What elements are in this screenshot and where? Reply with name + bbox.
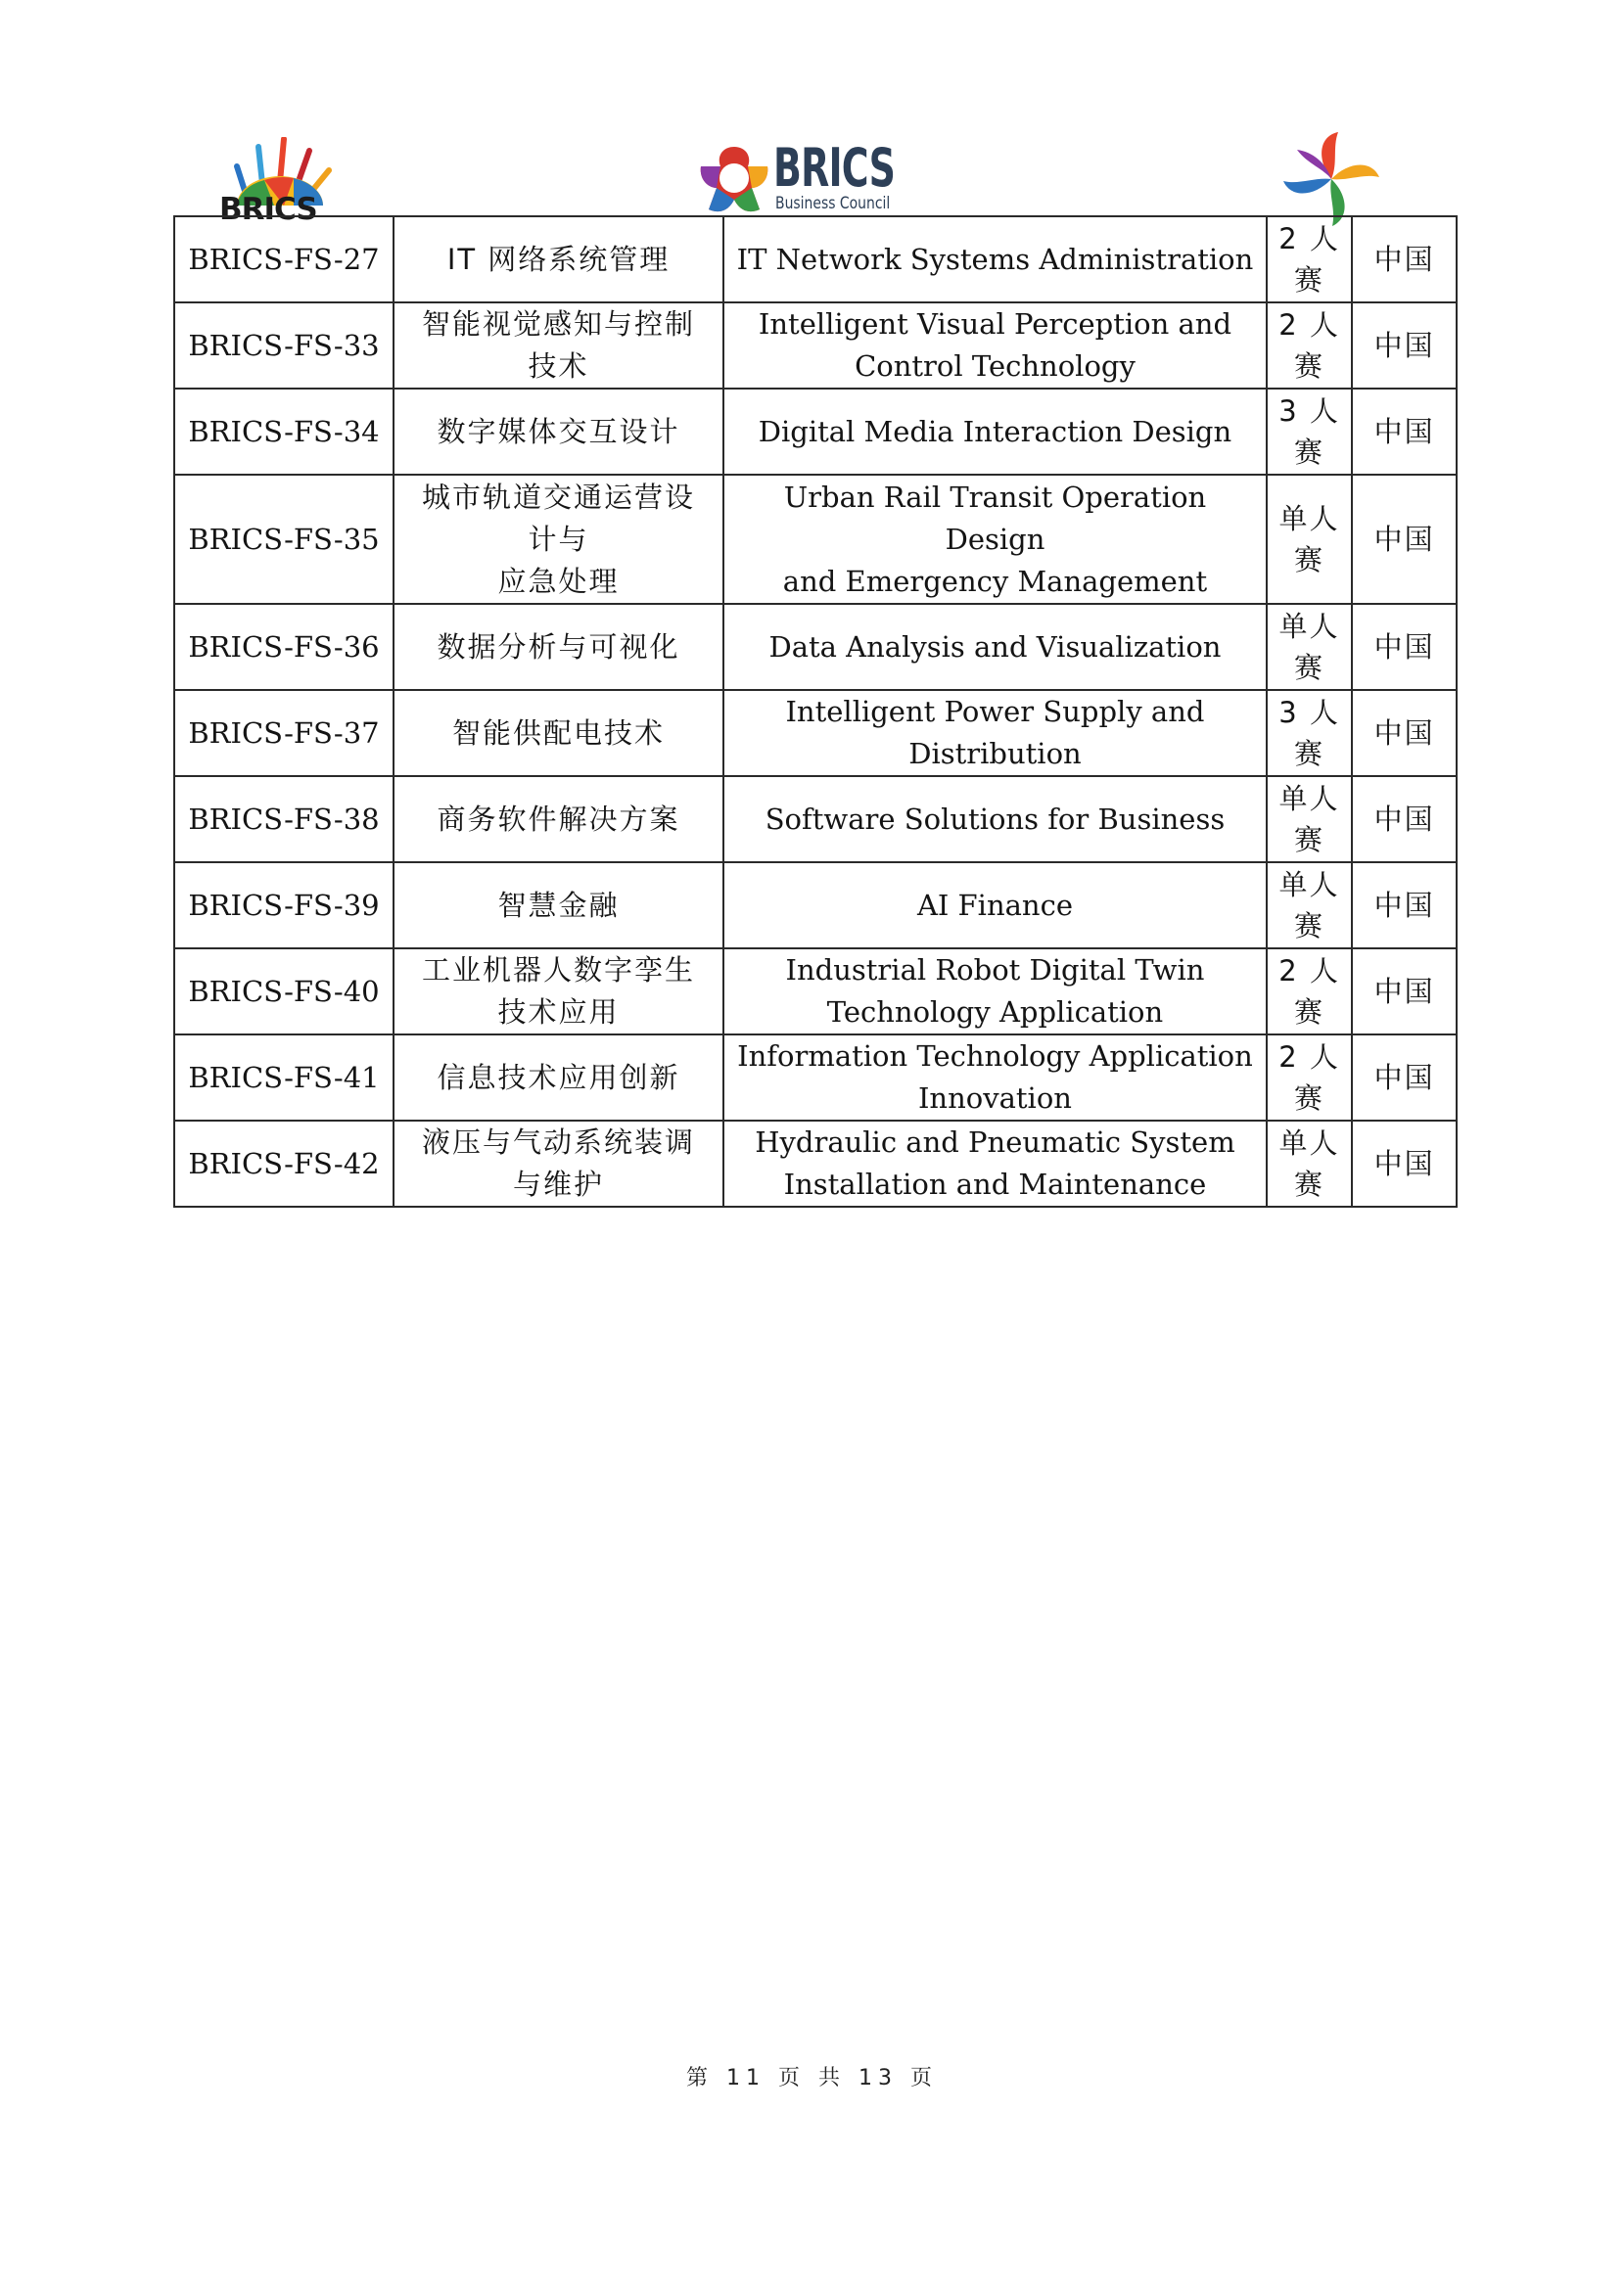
- table-row: [174, 302, 1457, 389]
- cell-line: 赛: [1294, 349, 1325, 383]
- competition-type-cell: [1267, 1121, 1352, 1207]
- page-number: 第 11 页 共 13 页: [686, 2066, 938, 2090]
- cell-line: 数字媒体交互设计: [437, 414, 680, 448]
- cell-line: 单人: [1278, 782, 1340, 815]
- skills-table-body: [174, 216, 1457, 1207]
- cell-line: 数据分析与可视化: [437, 629, 680, 664]
- skill-name-zh-cell: [394, 1034, 723, 1121]
- country-cell: 中国: [1352, 1121, 1457, 1207]
- cell-line: 赛: [1294, 737, 1325, 770]
- skill-name-en-cell: [723, 389, 1267, 475]
- cell-line: Distribution: [908, 737, 1082, 770]
- cell-line: Intelligent Power Supply and: [785, 695, 1205, 728]
- competition-type-cell: [1267, 690, 1352, 776]
- table-row: [174, 1121, 1457, 1207]
- competition-type-cell: [1267, 776, 1352, 862]
- skill-name-zh-cell: [394, 1121, 723, 1207]
- competition-type-cell: [1267, 389, 1352, 475]
- cell-line: 赛: [1294, 543, 1325, 576]
- cell-line: 单人: [1278, 1126, 1340, 1160]
- skill-code-cell: BRICS-FS-37: [174, 690, 394, 776]
- country-cell: 中国: [1352, 776, 1457, 862]
- cell-line: 智能供配电技术: [452, 715, 666, 750]
- cell-line: 与维护: [513, 1168, 605, 1201]
- country-cell: 中国: [1352, 862, 1457, 948]
- skill-name-en-cell: [723, 604, 1267, 690]
- cell-line: Technology Application: [826, 995, 1164, 1029]
- cell-line: 赛: [1294, 436, 1325, 469]
- table-row: [174, 604, 1457, 690]
- skill-name-zh-cell: [394, 475, 723, 604]
- skill-name-en-cell: [723, 475, 1267, 604]
- cell-line: 智能视觉感知与控制: [422, 307, 696, 341]
- skill-name-zh-cell: [394, 216, 723, 302]
- country-cell: 中国: [1352, 302, 1457, 389]
- skill-name-zh-cell: [394, 604, 723, 690]
- brics-wordmark-center: BRICS: [773, 137, 896, 199]
- cell-line: 3 人: [1278, 696, 1340, 729]
- skill-name-zh-cell: [394, 948, 723, 1034]
- cell-line: 2 人: [1278, 222, 1340, 255]
- skill-code-cell: BRICS-FS-27: [174, 216, 394, 302]
- skill-code-cell: BRICS-FS-41: [174, 1034, 394, 1121]
- skill-name-en-cell: [723, 1034, 1267, 1121]
- cell-line: 单人: [1278, 502, 1340, 535]
- competition-type-cell: [1267, 862, 1352, 948]
- skill-name-en-cell: [723, 1121, 1267, 1207]
- table-row: [174, 216, 1457, 302]
- cell-line: 赛: [1294, 1081, 1325, 1115]
- skill-name-en-cell: [723, 690, 1267, 776]
- table-row: [174, 475, 1457, 604]
- skills-table: [173, 215, 1458, 1208]
- table-row: [174, 948, 1457, 1034]
- skill-code-cell: BRICS-FS-38: [174, 776, 394, 862]
- cell-line: 赛: [1294, 909, 1325, 942]
- skill-name-zh-cell: [394, 302, 723, 389]
- skill-name-zh-cell: [394, 776, 723, 862]
- cell-line: Digital Media Interaction Design: [758, 414, 1232, 448]
- cell-line: 智慧金融: [497, 888, 620, 922]
- cell-line: 计与: [528, 522, 589, 556]
- cell-line: Urban Rail Transit Operation Design: [783, 480, 1207, 556]
- skill-code-cell: BRICS-FS-39: [174, 862, 394, 948]
- skill-name-en-cell: [723, 862, 1267, 948]
- cell-line: 赛: [1294, 263, 1325, 297]
- table-row: [174, 862, 1457, 948]
- cell-line: IT 网络系统管理: [446, 242, 671, 276]
- pinwheel-icon: [1277, 130, 1385, 228]
- skill-name-en-cell: [723, 216, 1267, 302]
- cell-line: Control Technology: [855, 349, 1136, 383]
- cell-line: and Emergency Management: [782, 564, 1208, 598]
- skill-name-zh-cell: [394, 862, 723, 948]
- cell-line: Software Solutions for Business: [765, 802, 1226, 836]
- cell-line: 3 人: [1278, 394, 1340, 428]
- cell-line: 赛: [1294, 995, 1325, 1029]
- brics-wordmark-left: BRICS: [219, 192, 317, 227]
- cell-line: Data Analysis and Visualization: [768, 629, 1222, 664]
- cell-line: AI Finance: [916, 888, 1073, 922]
- country-cell: 中国: [1352, 389, 1457, 475]
- cell-line: Information Technology Application: [737, 1039, 1253, 1073]
- cell-line: 赛: [1294, 823, 1325, 856]
- cell-line: 2 人: [1278, 954, 1340, 987]
- country-cell: 中国: [1352, 604, 1457, 690]
- cell-line: 商务软件解决方案: [437, 802, 680, 836]
- brics-pinwheel-logo: [1277, 130, 1385, 228]
- country-cell: 中国: [1352, 690, 1457, 776]
- cell-line: 液压与气动系统装调: [422, 1125, 696, 1159]
- cell-line: 工业机器人数字孪生: [422, 953, 696, 987]
- competition-type-cell: [1267, 475, 1352, 604]
- cell-line: Intelligent Visual Perception and: [758, 307, 1232, 341]
- country-cell: 中国: [1352, 1034, 1457, 1121]
- cell-line: 2 人: [1278, 308, 1340, 342]
- skill-code-cell: BRICS-FS-42: [174, 1121, 394, 1207]
- competition-type-cell: [1267, 216, 1352, 302]
- skill-name-zh-cell: [394, 389, 723, 475]
- skill-code-cell: BRICS-FS-34: [174, 389, 394, 475]
- cell-line: Innovation: [917, 1081, 1072, 1115]
- cell-line: IT Network Systems Administration: [736, 242, 1254, 276]
- skill-name-en-cell: [723, 948, 1267, 1034]
- skill-code-cell: BRICS-FS-33: [174, 302, 394, 389]
- cell-line: 技术: [528, 349, 589, 383]
- cell-line: 赛: [1294, 1168, 1325, 1201]
- cell-line: 赛: [1294, 651, 1325, 684]
- business-council-label: Business Council: [775, 194, 891, 213]
- table-row: [174, 1034, 1457, 1121]
- cell-line: Installation and Maintenance: [783, 1168, 1207, 1201]
- skill-code-cell: BRICS-FS-36: [174, 604, 394, 690]
- cell-line: 2 人: [1278, 1040, 1340, 1074]
- country-cell: 中国: [1352, 475, 1457, 604]
- table-row: [174, 690, 1457, 776]
- skill-code-cell: BRICS-FS-40: [174, 948, 394, 1034]
- cell-line: Industrial Robot Digital Twin: [785, 953, 1205, 987]
- competition-type-cell: [1267, 948, 1352, 1034]
- star-emblem-icon: [697, 143, 771, 217]
- cell-line: 单人: [1278, 610, 1340, 643]
- cell-line: 单人: [1278, 868, 1340, 901]
- cell-line: 应急处理: [497, 564, 620, 598]
- skill-name-en-cell: [723, 302, 1267, 389]
- country-cell: 中国: [1352, 216, 1457, 302]
- cell-line: 技术应用: [497, 995, 620, 1029]
- cell-line: 信息技术应用创新: [437, 1060, 680, 1094]
- competition-type-cell: [1267, 302, 1352, 389]
- skill-name-zh-cell: [394, 690, 723, 776]
- cell-line: Hydraulic and Pneumatic System: [755, 1125, 1235, 1159]
- table-row: [174, 389, 1457, 475]
- competition-type-cell: [1267, 1034, 1352, 1121]
- competition-type-cell: [1267, 604, 1352, 690]
- skill-name-en-cell: [723, 776, 1267, 862]
- table-row: [174, 776, 1457, 862]
- brics-business-council-logo: [697, 139, 898, 219]
- country-cell: 中国: [1352, 948, 1457, 1034]
- cell-line: 城市轨道交通运营设: [422, 480, 696, 514]
- skill-code-cell: BRICS-FS-35: [174, 475, 394, 604]
